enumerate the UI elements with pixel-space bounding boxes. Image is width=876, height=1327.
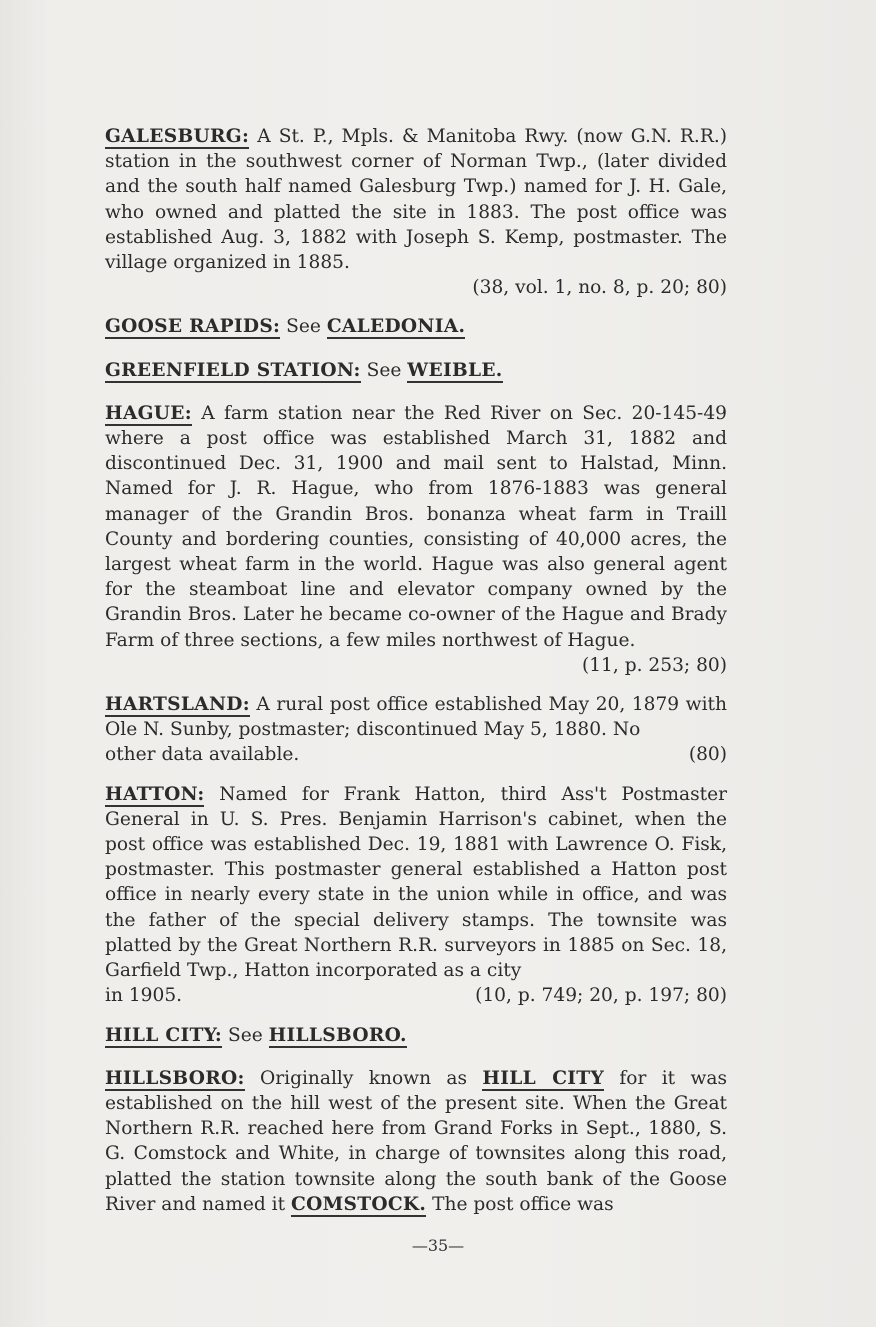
cross-reference-hill-city: HILL CITY [482,1067,605,1089]
entry-hatton [105,782,727,1009]
entry-text: A farm station near the Red River on Sec. 20-145-49 where a post office was established March 31, 1882 and discontinued Dec. 31, 1900 and mail sent to Halstad, Minn. Named for J. R. Hague, who from 1876-1883 was general manager of the Grandin Bros. bonanza wheat farm in Traill County and bordering counties, consisting of 40,000 acres, the largest wheat farm in the world. Hague was also general agent for the steamboat line and elevator company owned by the Grandin Bros. Later he became co-owner of the Hague and Brady Farm of three sections, a few miles northwest of Hague. [105,402,727,651]
entry-hillsboro [105,1066,727,1217]
entry-greenfield-station [105,358,727,383]
see-label: See [227,1024,263,1046]
headword-hatton: HATTON: [105,783,205,805]
cross-reference-caledonia: CALEDONIA. [326,316,466,338]
entry-galesburg [105,124,727,300]
headword-hartsland: HARTSLAND: [105,694,250,716]
entry-text: for it was established on the hill west of the present site. When the Great Northern R.R. reached here from Grand Forks in Sept., 1880, S. G. Comstock and White, in charge of townsites along this road, platted the station townsite along the south bank of the Goose River and named it [105,1067,728,1215]
headword-goose-rapids: GOOSE RAPIDS: [105,316,281,338]
source-citation: (10, p. 749; 20, p. 197; 80) [475,985,727,1007]
entry-hartsland [105,692,727,768]
cross-reference-comstock: COMSTOCK. [290,1193,427,1215]
entry-text: Originally known as [259,1067,468,1089]
source-citation: (38, vol. 1, no. 8, p. 20; 80) [472,277,727,299]
entry-hill-city [105,1023,727,1048]
see-label: See [286,316,321,338]
entry-tail-row [105,742,727,767]
entry-text: Named for Frank Hatton, third Ass't Postmaster General in U. S. Pres. Benjamin Harrison's cabinet, when the post office was established Dec. 19, 1881 with Lawrence O. Fisk, postmaster. This postmaster general established a Hatton post office in nearly every state in the union while in office, and was the father of the special delivery stamps. The townsite was platted by the Great Northern R.R. surveyors in 1885 on Sec. 18, Garfield Twp., Hatton incorporated as a city [105,783,727,982]
cross-reference-weible: WEIBLE. [407,359,503,381]
entry-text-tail: other data available. [105,744,300,766]
headword-hague: HAGUE: [105,402,192,424]
entry-text: The post office was [432,1193,614,1215]
headword-galesburg: GALESBURG: [105,126,250,147]
entry-text-tail: in 1905. [105,985,183,1007]
source-citation: (80) [688,744,727,766]
entry-tail-row [105,983,727,1008]
entry-text: A St. P., Mpls. & Manitoba Rwy. (now G.N. R.R.) station in the southwest corner of Norman Twp., (later divided and the south half named Galesburg Twp.) named for J. H. Gale, who owned and platted the site in 1883. The post office was established Aug. 3, 1882 with Joseph S. Kemp, postmaster. The village organized in 1885. [105,126,727,274]
headword-hillsboro: HILLSBORO: [105,1067,245,1089]
entry-text: A rural post office established May 20, 1879 with Ole N. Sunby, postmaster; discontinued May 5, 1880. No [105,694,727,741]
headword-hill-city: HILL CITY: [105,1024,223,1046]
gazetteer-column [105,124,727,1231]
cross-reference-hillsboro: HILLSBORO. [268,1024,407,1046]
entry-goose-rapids [105,314,727,339]
see-label: See [366,359,402,381]
entry-hague [105,401,727,678]
source-citation: (11, p. 253; 80) [581,654,727,676]
page-number: —35— [411,1236,465,1255]
headword-greenfield-station: GREENFIELD STATION: [105,359,361,381]
